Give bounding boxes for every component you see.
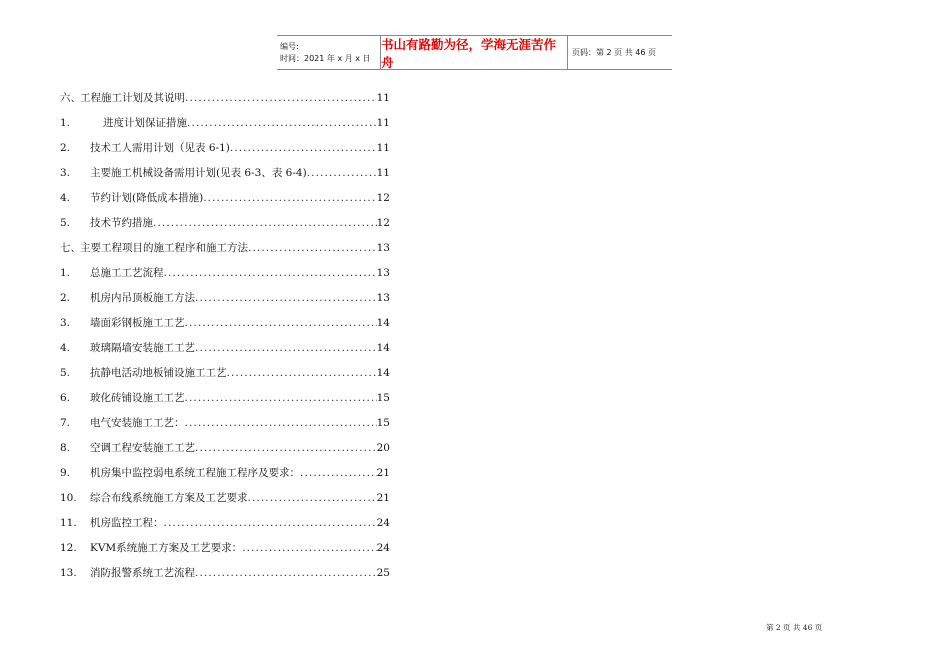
header-page-info (568, 36, 672, 69)
toc-leader-dots (230, 141, 377, 155)
toc-leader-dots (248, 241, 377, 255)
toc-entry-title: 机房集中监控弱电系统工程施工程序及要求： (90, 467, 300, 479)
toc-entry-title: 消防报警系统工艺流程 (90, 567, 195, 579)
toc-entry[interactable] (60, 241, 390, 255)
toc-leader-dots (164, 266, 377, 280)
toc-entry[interactable] (60, 416, 390, 430)
toc-leader-dots (227, 366, 377, 380)
toc-entry-page: 14 (376, 317, 390, 329)
header-motto-text: 书山有路勤为径，学海无涯苦作舟 (381, 36, 557, 70)
toc-entry-number: 六、 (60, 92, 81, 104)
toc-entry-number: 4. (60, 192, 71, 204)
toc-entry-title: 节约计划(降低成本措施) (90, 192, 204, 204)
header-meta (277, 36, 381, 69)
toc-leader-dots (242, 541, 376, 555)
toc-entry-page: 11 (376, 92, 390, 104)
toc-leader-dots (248, 491, 377, 505)
toc-entry-page: 21 (376, 492, 390, 504)
toc-entry-title: 抗静电活动地板铺设施工工艺 (90, 367, 227, 379)
toc-entry-page: 24 (376, 517, 390, 529)
toc-entry[interactable] (60, 366, 390, 380)
toc-entry-page: 11 (376, 167, 390, 179)
toc-entry-title: 综合布线系统施工方案及工艺要求 (90, 492, 248, 504)
toc-leader-dots (300, 466, 377, 480)
toc-leader-dots (307, 166, 377, 180)
toc-entry-page: 12 (376, 217, 390, 229)
toc-entry-title: 机房内吊顶板施工方法 (90, 292, 195, 304)
toc-entry-number: 9. (60, 467, 71, 479)
toc-entry-title: 主要施工机械设备需用计划(见表 6-3、表 6-4) (90, 167, 307, 179)
toc-entry-title: 工程施工计划及其说明 (80, 92, 185, 104)
toc-entry-number: 七、 (60, 242, 81, 254)
toc-entry[interactable] (60, 566, 390, 580)
toc-entry-number: 5. (60, 367, 71, 379)
toc-leader-dots (195, 341, 377, 355)
toc-leader-dots (187, 116, 377, 130)
toc-entry-page: 15 (376, 392, 390, 404)
toc-entry[interactable] (60, 291, 390, 305)
header-page-info-text: 页码：第 2 页 共 46 页 (572, 48, 656, 57)
toc-entry-number: 11. (60, 517, 77, 529)
toc-entry-title: 墙面彩钢板施工工艺 (90, 317, 185, 329)
toc-entry[interactable] (60, 91, 390, 105)
toc-entry[interactable] (60, 341, 390, 355)
toc-entry-title: 玻化砖铺设施工工艺 (90, 392, 185, 404)
toc-entry-title: KVM系统施工方案及工艺要求： (90, 542, 243, 554)
toc-entry-title: 总施工工艺流程 (90, 267, 164, 279)
toc-entry-number: 2. (60, 142, 71, 154)
toc-entry-page: 14 (376, 367, 390, 379)
toc-entry-page: 25 (376, 567, 390, 579)
toc-entry-title: 机房监控工程： (90, 517, 164, 529)
toc-entry[interactable] (60, 391, 390, 405)
header-number-label: 编号: (280, 41, 299, 51)
toc-entry-number: 7. (60, 417, 71, 429)
toc-entry-number: 12. (60, 542, 77, 554)
toc-leader-dots (203, 191, 376, 205)
page-header (277, 35, 672, 70)
toc-entry[interactable] (60, 491, 390, 505)
toc-entry[interactable] (60, 191, 390, 205)
toc-entry-number: 2. (60, 292, 71, 304)
toc-entry-title: 技术工人需用计划（见表 6-1) (90, 142, 230, 154)
toc-leader-dots (185, 316, 377, 330)
toc-entry-title: 主要工程项目的施工程序和施工方法 (80, 242, 248, 254)
toc-leader-dots (185, 416, 377, 430)
toc-leader-dots (195, 291, 377, 305)
toc-entry-number: 3. (60, 317, 71, 329)
toc-entry[interactable] (60, 166, 390, 180)
toc-entry-number: 13. (60, 567, 77, 579)
toc-entry-number: 4. (60, 342, 71, 354)
toc-entry-page: 11 (376, 142, 390, 154)
toc-entry-title: 空调工程安装施工工艺 (90, 442, 195, 454)
toc-entry-number: 1. (60, 117, 71, 129)
toc-entry[interactable] (60, 466, 390, 480)
toc-entry-number: 1. (60, 267, 71, 279)
toc-entry-number: 3. (60, 167, 71, 179)
toc-leader-dots (153, 216, 377, 230)
toc-entry[interactable] (60, 116, 390, 130)
toc-entry-page: 12 (376, 192, 390, 204)
toc-entry-page: 14 (376, 342, 390, 354)
toc-entry[interactable] (60, 441, 390, 455)
header-time: 时间：2021 年 x 月 x 日 (280, 53, 371, 63)
toc-leader-dots (195, 566, 377, 580)
toc-entry-page: 15 (376, 417, 390, 429)
toc-leader-dots (164, 516, 377, 530)
toc-entry[interactable] (60, 316, 390, 330)
toc-entry[interactable] (60, 216, 390, 230)
toc-entry-page: 20 (376, 442, 390, 454)
toc-entry-number: 10. (60, 492, 77, 504)
toc-entry[interactable] (60, 141, 390, 155)
toc-leader-dots (185, 391, 377, 405)
toc-entry[interactable] (60, 541, 390, 555)
toc-entry-title: 玻璃隔墙安装施工工艺 (90, 342, 195, 354)
toc-entry-page: 21 (376, 467, 390, 479)
toc-entry-number: 5. (60, 217, 71, 229)
page-footer: 第 2 页 共 46 页 (766, 623, 823, 632)
toc-leader-dots (185, 91, 377, 105)
header-motto (381, 36, 568, 69)
toc-entry[interactable] (60, 266, 390, 280)
toc-entry-number: 6. (60, 392, 71, 404)
toc-leader-dots (195, 441, 377, 455)
toc-entry-title: 电气安装施工工艺： (90, 417, 185, 429)
toc-entry-page: 13 (376, 267, 390, 279)
toc-entry-number: 8. (60, 442, 71, 454)
toc-entry-title: 进度计划保证措施 (103, 117, 187, 129)
toc-entry-page: 13 (376, 292, 390, 304)
toc-entry[interactable] (60, 516, 390, 530)
toc-entry-page: 11 (376, 117, 390, 129)
toc-entry-title: 技术节约措施 (90, 217, 153, 229)
toc-entry-page: 13 (376, 242, 390, 254)
toc-entry-page: 24 (376, 542, 390, 554)
